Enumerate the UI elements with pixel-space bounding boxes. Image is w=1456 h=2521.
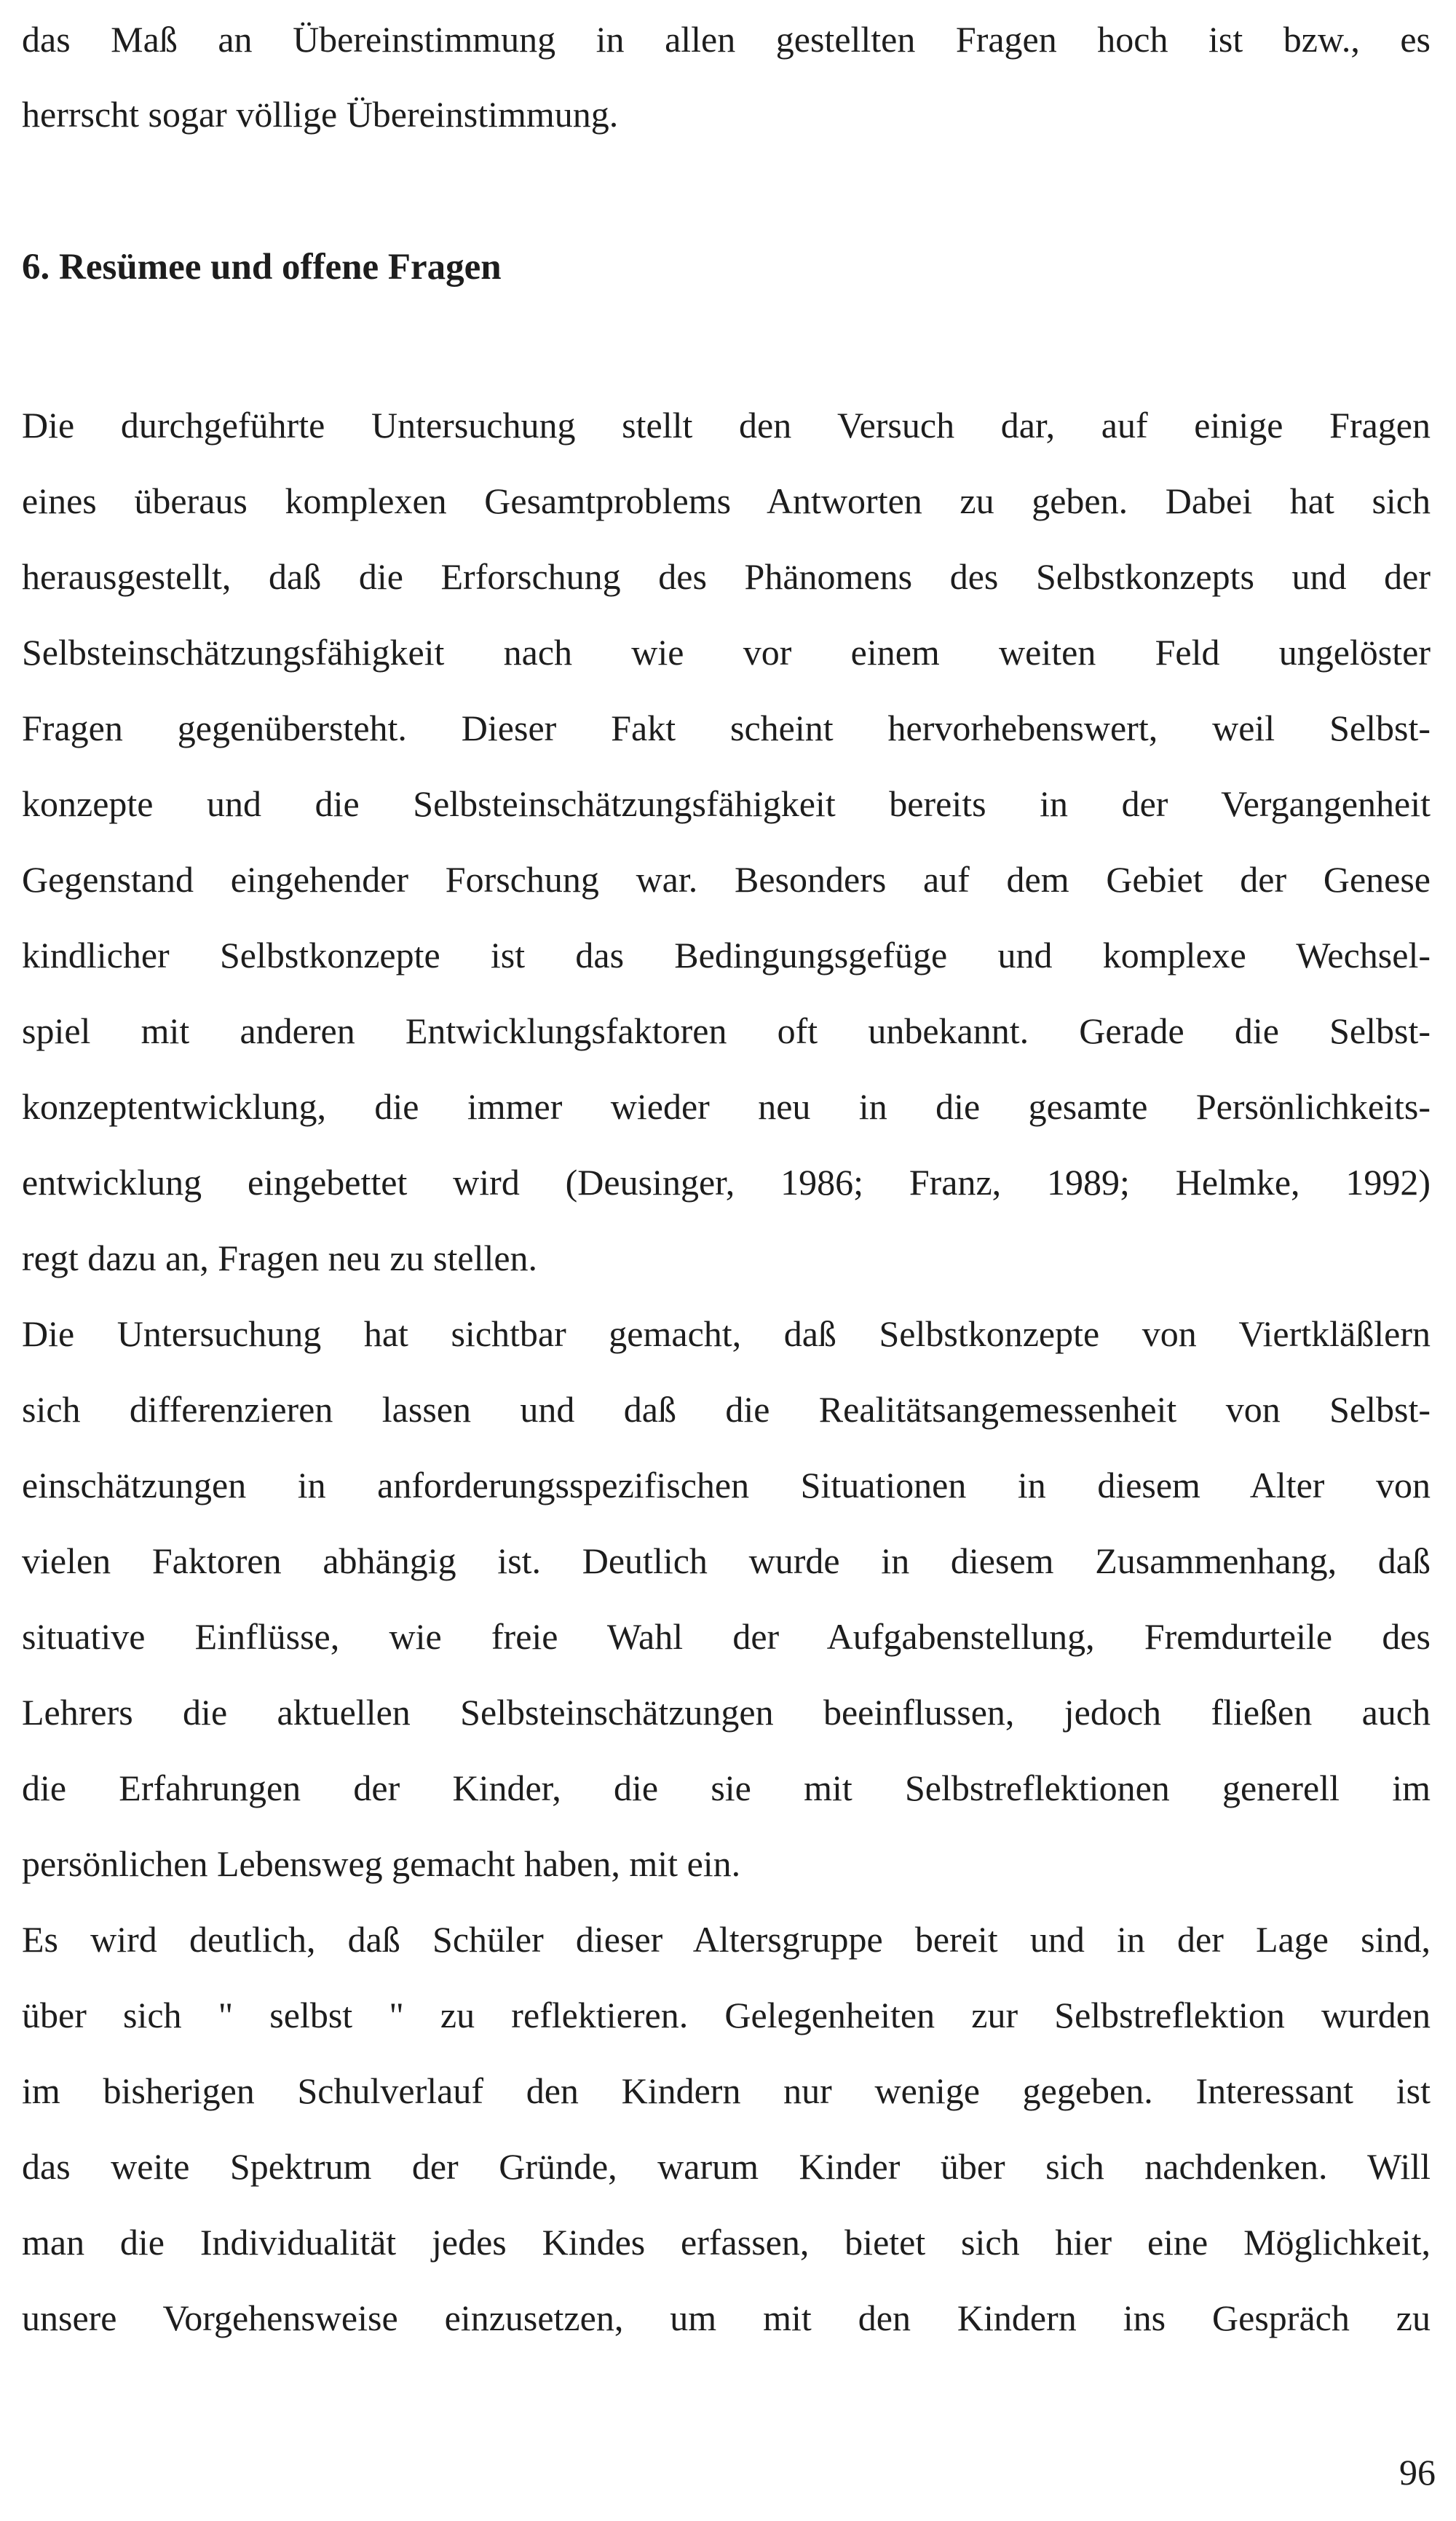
body-line: einschätzungen in anforderungsspezifischen Situationen in diesem Alter von xyxy=(22,1465,1431,1505)
document-page xyxy=(22,0,1449,2521)
body-line: herausgestellt, daß die Erforschung des Phänomens des Selbstkonzepts und der xyxy=(22,556,1431,597)
body-line: persönlichen Lebensweg gemacht haben, mit ein. xyxy=(22,1843,741,1884)
body-line: Es wird deutlich, daß Schüler dieser Altersgruppe bereit und in der Lage sind, xyxy=(22,1919,1431,1960)
body-line: Die durchgeführte Untersuchung stellt den Versuch dar, auf einige Fragen xyxy=(22,405,1431,446)
body-line: das weite Spektrum der Gründe, warum Kinder über sich nachdenken. Will xyxy=(22,2146,1431,2187)
body-line: kindlicher Selbstkonzepte ist das Bedingungsgefüge und komplexe Wechsel- xyxy=(22,935,1431,975)
body-line: Die Untersuchung hat sichtbar gemacht, daß Selbstkonzepte von Viertkläßlern xyxy=(22,1313,1431,1354)
body-line: man die Individualität jedes Kindes erfassen, bietet sich hier eine Möglichkeit, xyxy=(22,2222,1431,2263)
body-line: über sich " selbst " zu reflektieren. Gelegenheiten zur Selbstreflektion wurden xyxy=(22,1995,1431,2035)
body-line: konzepte und die Selbsteinschätzungsfähigkeit bereits in der Vergangenheit xyxy=(22,783,1431,824)
body-line: entwicklung eingebettet wird (Deusinger, 1986; Franz, 1989; Helmke, 1992) xyxy=(22,1162,1431,1203)
section-heading: 6. Resümee und offene Fragen xyxy=(22,247,502,288)
body-line: Selbsteinschätzungsfähigkeit nach wie vor einem weiten Feld ungelöster xyxy=(22,632,1431,673)
body-line: vielen Faktoren abhängig ist. Deutlich wurde in diesem Zusammenhang, daß xyxy=(22,1540,1431,1581)
page-number: 96 xyxy=(1399,2452,1436,2493)
body-line: unsere Vorgehensweise einzusetzen, um mit den Kindern ins Gespräch zu xyxy=(22,2298,1431,2338)
body-line: das Maß an Übereinstimmung in allen gestellten Fragen hoch ist bzw., es xyxy=(22,19,1431,60)
body-line: die Erfahrungen der Kinder, die sie mit Selbstreflektionen generell im xyxy=(22,1768,1431,1808)
body-line: regt dazu an, Fragen neu zu stellen. xyxy=(22,1238,538,1278)
body-line: spiel mit anderen Entwicklungsfaktoren oft unbekannt. Gerade die Selbst- xyxy=(22,1010,1431,1051)
body-line: sich differenzieren lassen und daß die Realitätsangemessenheit von Selbst- xyxy=(22,1389,1431,1430)
body-line: situative Einflüsse, wie freie Wahl der Aufgabenstellung, Fremdurteile des xyxy=(22,1616,1431,1657)
body-line: herrscht sogar völlige Übereinstimmung. xyxy=(22,94,619,135)
body-line: Lehrers die aktuellen Selbsteinschätzungen beeinflussen, jedoch fließen auch xyxy=(22,1692,1431,1733)
body-line: konzeptentwicklung, die immer wieder neu in die gesamte Persönlichkeits- xyxy=(22,1086,1431,1127)
body-line: im bisherigen Schulverlauf den Kindern nur wenige gegeben. Interessant ist xyxy=(22,2070,1431,2111)
body-line: Fragen gegenübersteht. Dieser Fakt scheint hervorhebenswert, weil Selbst- xyxy=(22,708,1431,748)
body-line: Gegenstand eingehender Forschung war. Besonders auf dem Gebiet der Genese xyxy=(22,859,1431,900)
body-line: eines überaus komplexen Gesamtproblems Antworten zu geben. Dabei hat sich xyxy=(22,480,1431,521)
